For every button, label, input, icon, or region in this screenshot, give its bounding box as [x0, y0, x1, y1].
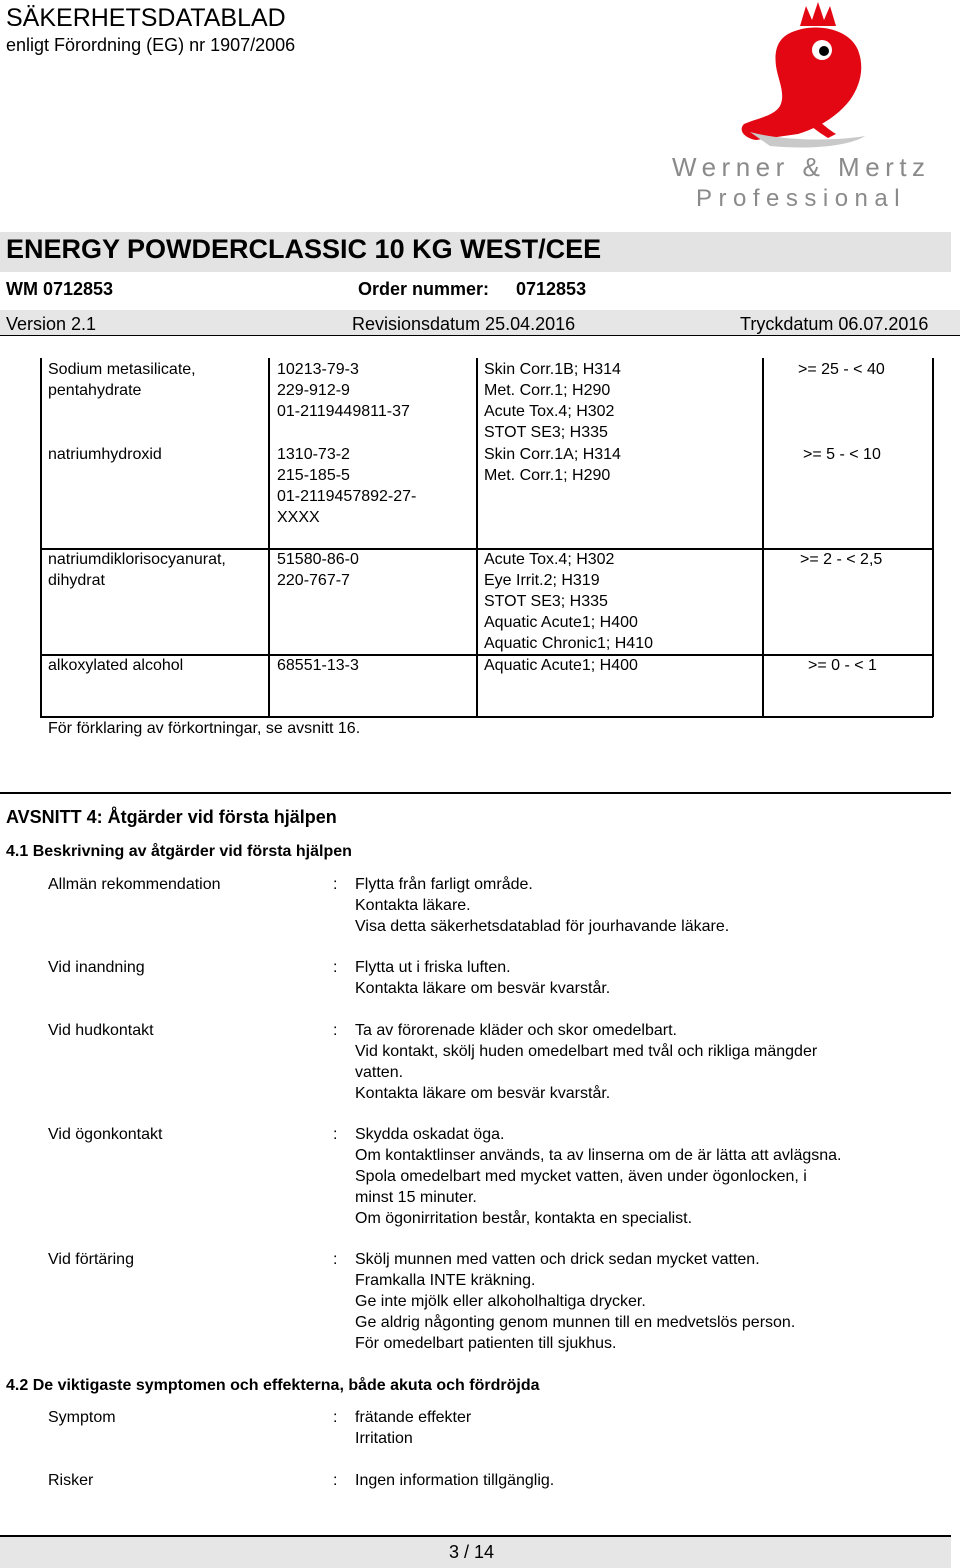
symptom-text: Ingen information tillgänglig.: [355, 1472, 555, 1489]
symptom-text: frätande effekter Irritation: [355, 1409, 472, 1447]
ingredient-classification: Skin Corr.1A; H314 Met. Corr.1; H290: [484, 446, 621, 484]
first-aid-text: Ta av förorenade kläder och skor omedelbart. Vid kontakt, skölj huden omedelbart med tvål och rikliga mängder vatten. Kontakta läkare om besvär kvarstår.: [355, 1022, 818, 1102]
colon-separator: :: [333, 1126, 338, 1143]
revision-date: Revisionsdatum 25.04.2016: [352, 314, 576, 334]
ingredient-concentration: >= 25 - < 40: [798, 361, 885, 378]
logo-wordmark-line1: Werner & Mertz: [672, 152, 931, 182]
first-aid-text: Skydda oskadat öga. Om kontaktlinser används, ta av linserna om de är lätta att avlägsna. Spola omedelbart med mycket vatten, även under ögonlocken, i minst 15 minuter. Om ögonirritation består, kontakta en specialist.: [355, 1126, 842, 1227]
ingredient-ids: 1310-73-2 215-185-5 01-2119457892-27- XXXX: [277, 446, 417, 526]
first-aid-label: Allmän rekommendation: [48, 876, 221, 893]
ingredient-classification: Skin Corr.1B; H314 Met. Corr.1; H290 Acute Tox.4; H302 STOT SE3; H335: [484, 361, 621, 441]
subsection-heading: 4.2 De viktigaste symptomen och effekterna, både akuta och fördröjda: [6, 1377, 540, 1394]
first-aid-text: Flytta från farligt område. Kontakta läkare. Visa detta säkerhetsdatablad för jourhavande läkare.: [355, 876, 730, 935]
order-number-value: 0712853: [516, 279, 587, 299]
logo-wordmark-line2: Professional: [696, 185, 907, 212]
ingredient-ids: 51580-86-0 220-767-7: [277, 551, 359, 589]
table-divider-col1: [268, 358, 270, 717]
subsection-heading: 4.1 Beskrivning av åtgärder vid första hjälpen: [6, 843, 352, 860]
document-title: SÄKERHETSDATABLAD: [6, 4, 286, 32]
table-border-right: [932, 358, 934, 717]
first-aid-label: Vid förtäring: [48, 1251, 134, 1268]
version: Version 2.1: [6, 314, 97, 334]
ingredient-name: Sodium metasilicate, pentahydrate: [48, 361, 196, 399]
ingredient-classification: Aquatic Acute1; H400: [484, 657, 638, 674]
ingredient-classification: Acute Tox.4; H302 Eye Irrit.2; H319 STOT SE3; H335 Aquatic Acute1; H400 Aquatic Chronic1; H410: [484, 551, 653, 652]
symptom-label: Risker: [48, 1472, 94, 1489]
crowned-frog-icon: [660, 0, 960, 215]
company-logo: [660, 0, 960, 215]
colon-separator: :: [333, 1251, 338, 1268]
symptom-label: Symptom: [48, 1409, 116, 1426]
first-aid-label: Vid hudkontakt: [48, 1022, 154, 1039]
table-divider-col2: [476, 358, 478, 717]
ingredient-name: natriumhydroxid: [48, 446, 162, 463]
table-divider-col3: [762, 358, 764, 717]
section-heading: AVSNITT 4: Åtgärder vid första hjälpen: [6, 807, 337, 827]
first-aid-label: Vid inandning: [48, 959, 145, 976]
colon-separator: :: [333, 876, 338, 893]
abbreviation-footnote: För förklaring av förkortningar, se avsnitt 16.: [48, 720, 361, 737]
wm-number: WM 0712853: [6, 279, 114, 299]
colon-separator: :: [333, 1409, 338, 1426]
first-aid-text: Skölj munnen med vatten och drick sedan mycket vatten. Framkalla INTE kräkning. Ge inte mjölk eller alkoholhaltiga drycker. Ge aldrig någonting genom munnen till en medvetslös person. För omedelbart patienten till sjukhus.: [355, 1251, 796, 1352]
first-aid-label: Vid ögonkontakt: [48, 1126, 163, 1143]
ingredient-name: alkoxylated alcohol: [48, 657, 184, 674]
ingredient-concentration: >= 5 - < 10: [803, 446, 881, 463]
page-number: 3 / 14: [449, 1542, 495, 1562]
ingredient-name: natriumdiklorisocyanurat, dihydrat: [48, 551, 226, 589]
print-date: Tryckdatum 06.07.2016: [740, 314, 929, 334]
colon-separator: :: [333, 1472, 338, 1489]
table-border-left: [40, 358, 42, 717]
order-number-label: Order nummer:: [358, 279, 490, 299]
ingredient-ids: 10213-79-3 229-912-9 01-2119449811-37: [277, 361, 410, 420]
product-name: ENERGY POWDERCLASSIC 10 KG WEST/CEE: [6, 234, 602, 264]
ingredient-ids: 68551-13-3: [277, 657, 359, 674]
ingredient-concentration: >= 2 - < 2,5: [800, 551, 883, 568]
colon-separator: :: [333, 959, 338, 976]
colon-separator: :: [333, 1022, 338, 1039]
document-subtitle: enligt Förordning (EG) nr 1907/2006: [6, 35, 296, 55]
first-aid-text: Flytta ut i friska luften. Kontakta läkare om besvär kvarstår.: [355, 959, 611, 997]
section-divider: [0, 792, 951, 794]
ingredient-concentration: >= 0 - < 1: [808, 657, 877, 674]
